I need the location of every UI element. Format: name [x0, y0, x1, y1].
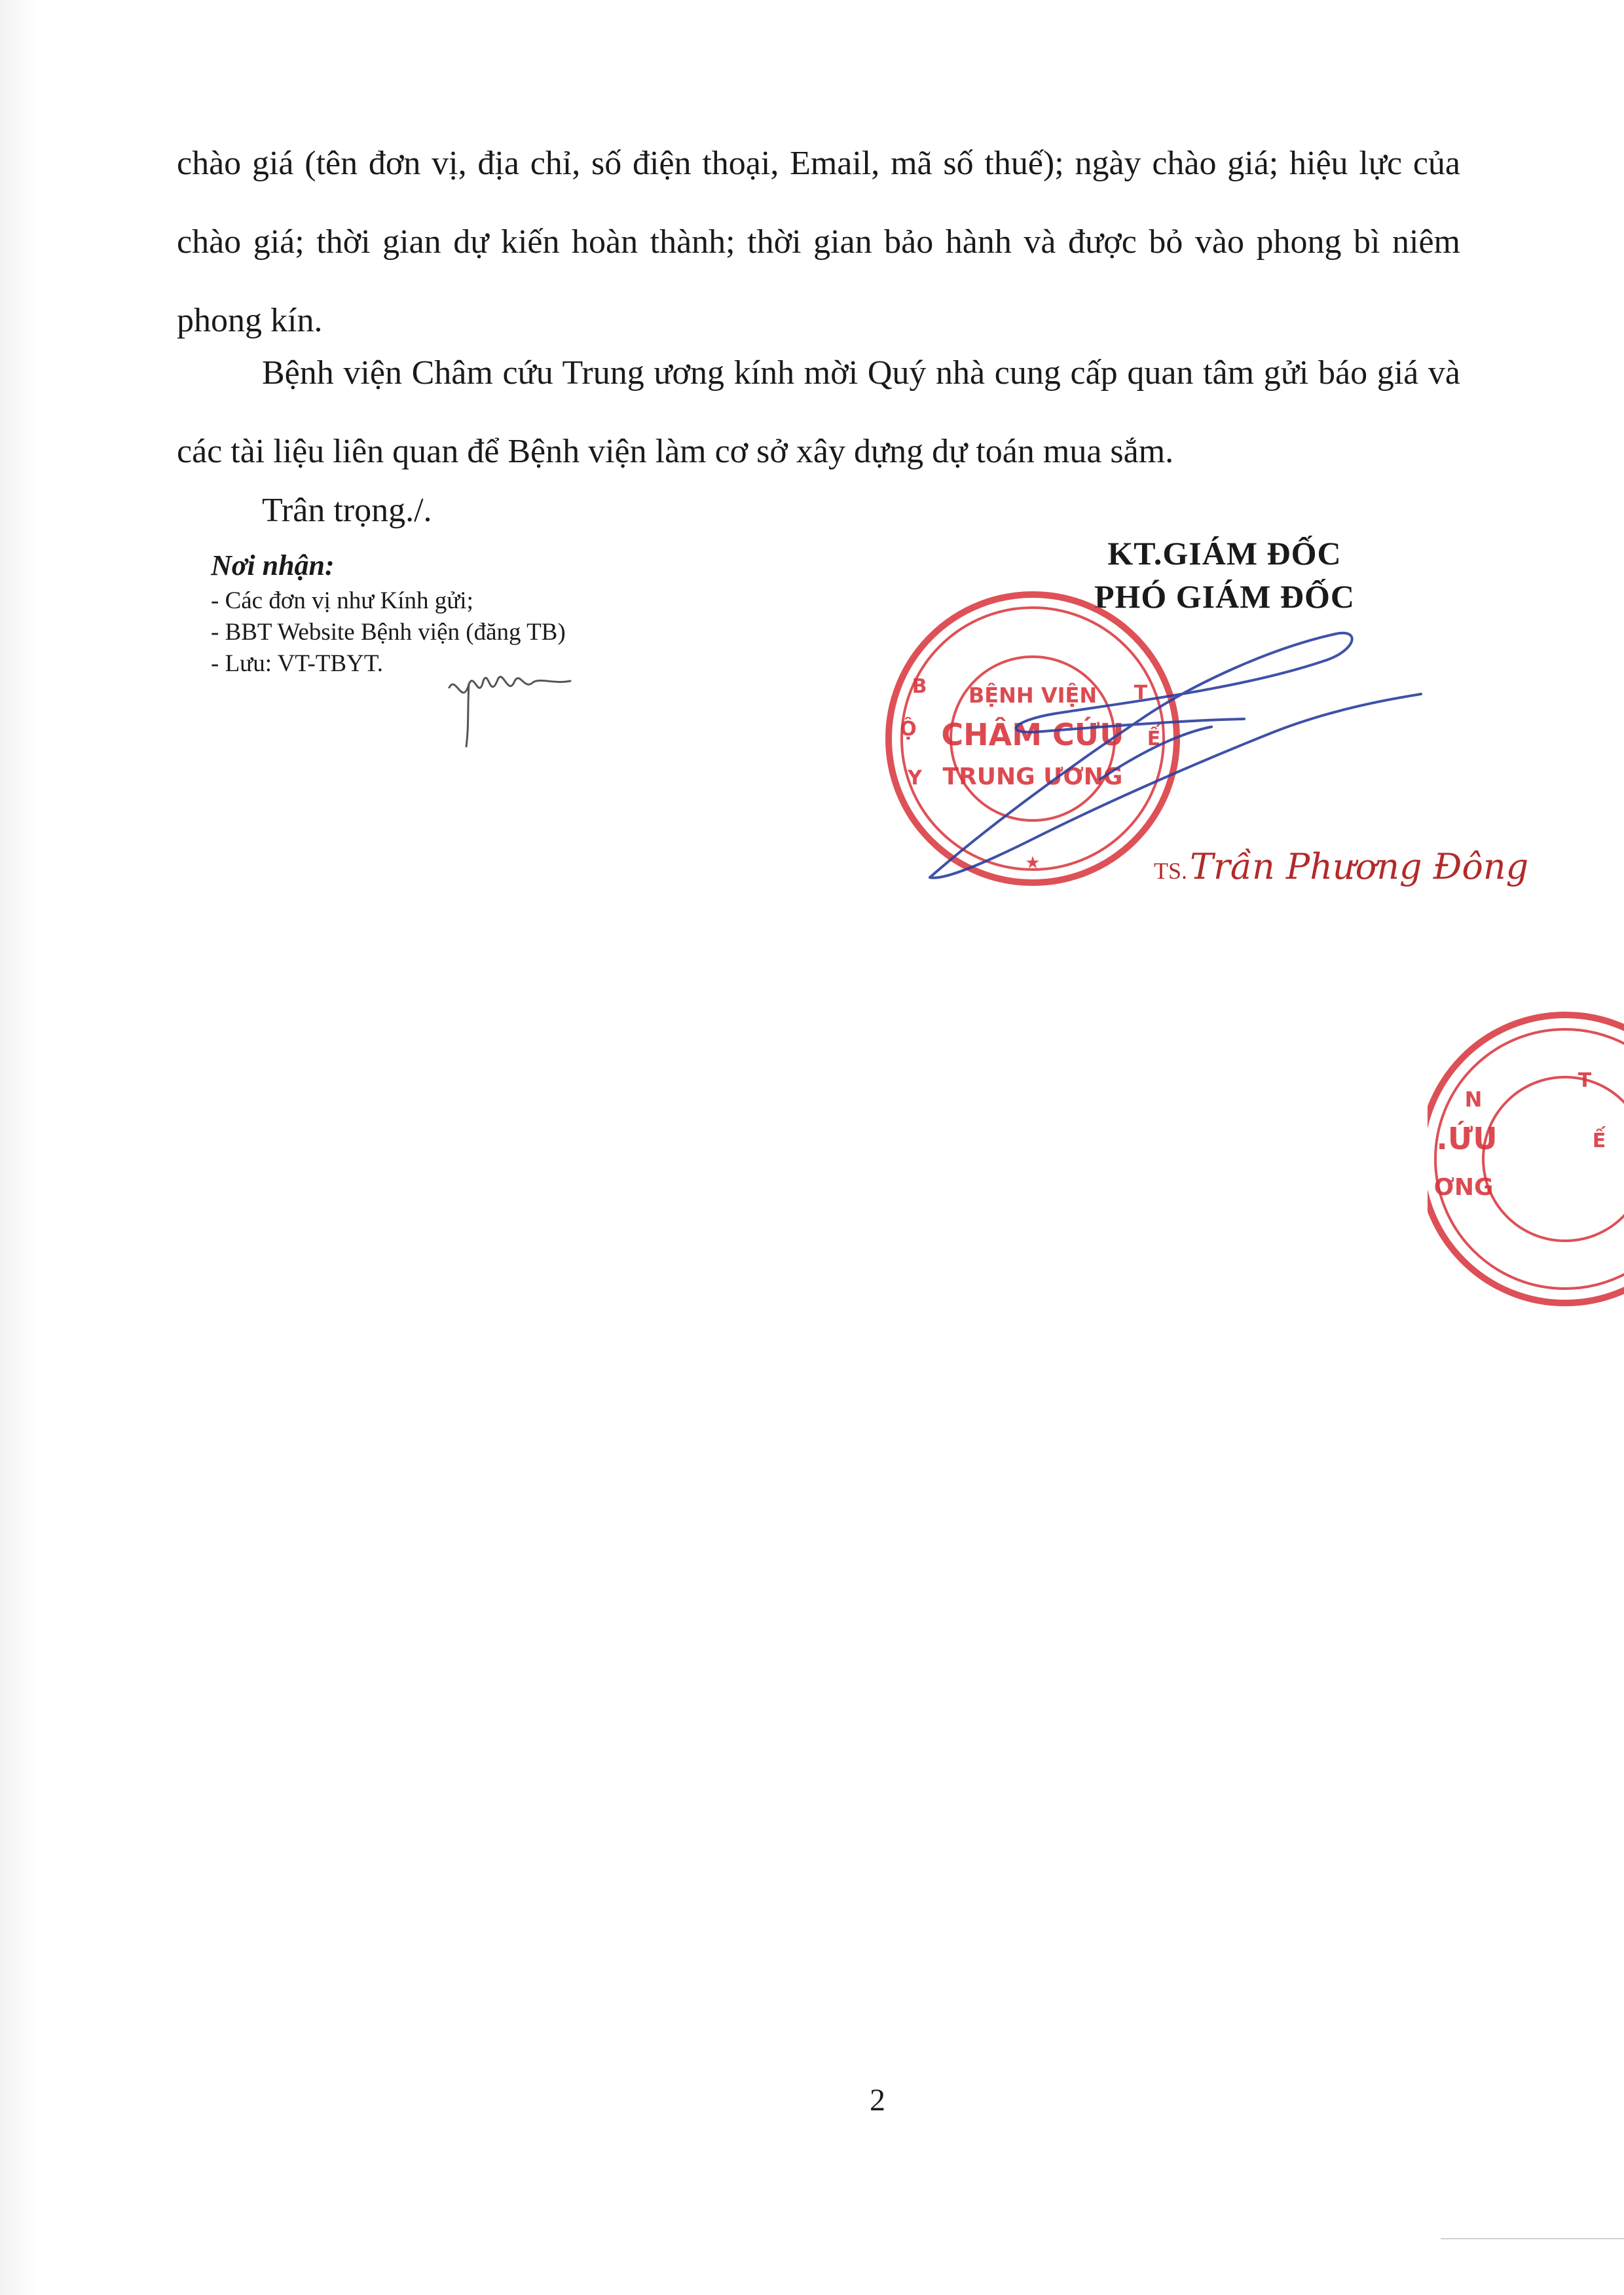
partial-stamp-text: N	[1464, 1087, 1483, 1112]
signer-name: Trần Phương Đông	[1190, 846, 1529, 887]
stamp-star: ★	[1025, 853, 1041, 873]
stamp-text-2: CHÂM CỨU	[941, 717, 1124, 752]
page-number: 2	[870, 2083, 885, 2118]
recipient-item: - Các đơn vị như Kính gửi;	[211, 587, 473, 614]
closing-line: Trân trọng./.	[262, 492, 432, 529]
signer-title: TS.	[1154, 858, 1188, 884]
initials-signature	[443, 661, 574, 753]
scan-edge-shadow	[0, 0, 39, 2295]
signature-line-1: KT.GIÁM ĐỐC	[1107, 535, 1342, 572]
body-paragraph-1: chào giá (tên đơn vị, địa chỉ, số điện thoại, Email, mã số thuế); ngày chào giá; hiệu lực của chào giá; thời gian dự kiến hoàn thành; thời gian bảo hành và được bỏ vào phong bì niêm phong kín.	[177, 145, 1460, 339]
partial-stamp-text: T	[1578, 1069, 1592, 1092]
partial-stamp	[1428, 1002, 1624, 1316]
partial-stamp-text: ƠNG	[1433, 1174, 1494, 1201]
stamp-ring-char: Ế	[1147, 727, 1161, 750]
stamp-ring-char: T	[1134, 682, 1148, 705]
stamp-ring-char: B	[912, 675, 927, 698]
stamp-ring-char: Y	[908, 767, 922, 790]
body-paragraph-2: Bệnh viện Châm cứu Trung ương kính mời Quý nhà cung cấp quan tâm gửi báo giá và các tài liệu liên quan để Bệnh viện làm cơ sở xây dựng dự toán mua sắm.	[177, 354, 1460, 470]
stamp-text-1: BỆNH VIỆN	[968, 683, 1098, 708]
signature-line-2: PHÓ GIÁM ĐỐC	[1094, 578, 1356, 615]
stamp-text-3: TRUNG ƯƠNG	[942, 763, 1123, 790]
partial-stamp-graphic	[1428, 1002, 1624, 1316]
scan-artifact-line	[1441, 2238, 1624, 2239]
partial-stamp-text: Ế	[1592, 1129, 1606, 1152]
partial-stamp-text: .ỨU	[1436, 1121, 1498, 1156]
recipient-item: - Lưu: VT-TBYT.	[211, 650, 383, 677]
recipient-item: - BBT Website Bệnh viện (đăng TB)	[211, 619, 566, 646]
signer-name-block	[1154, 846, 1529, 918]
stamp-ring-char: Ộ	[900, 718, 917, 741]
recipients-block	[211, 547, 800, 680]
recipients-title: Nơi nhận:	[211, 549, 335, 581]
